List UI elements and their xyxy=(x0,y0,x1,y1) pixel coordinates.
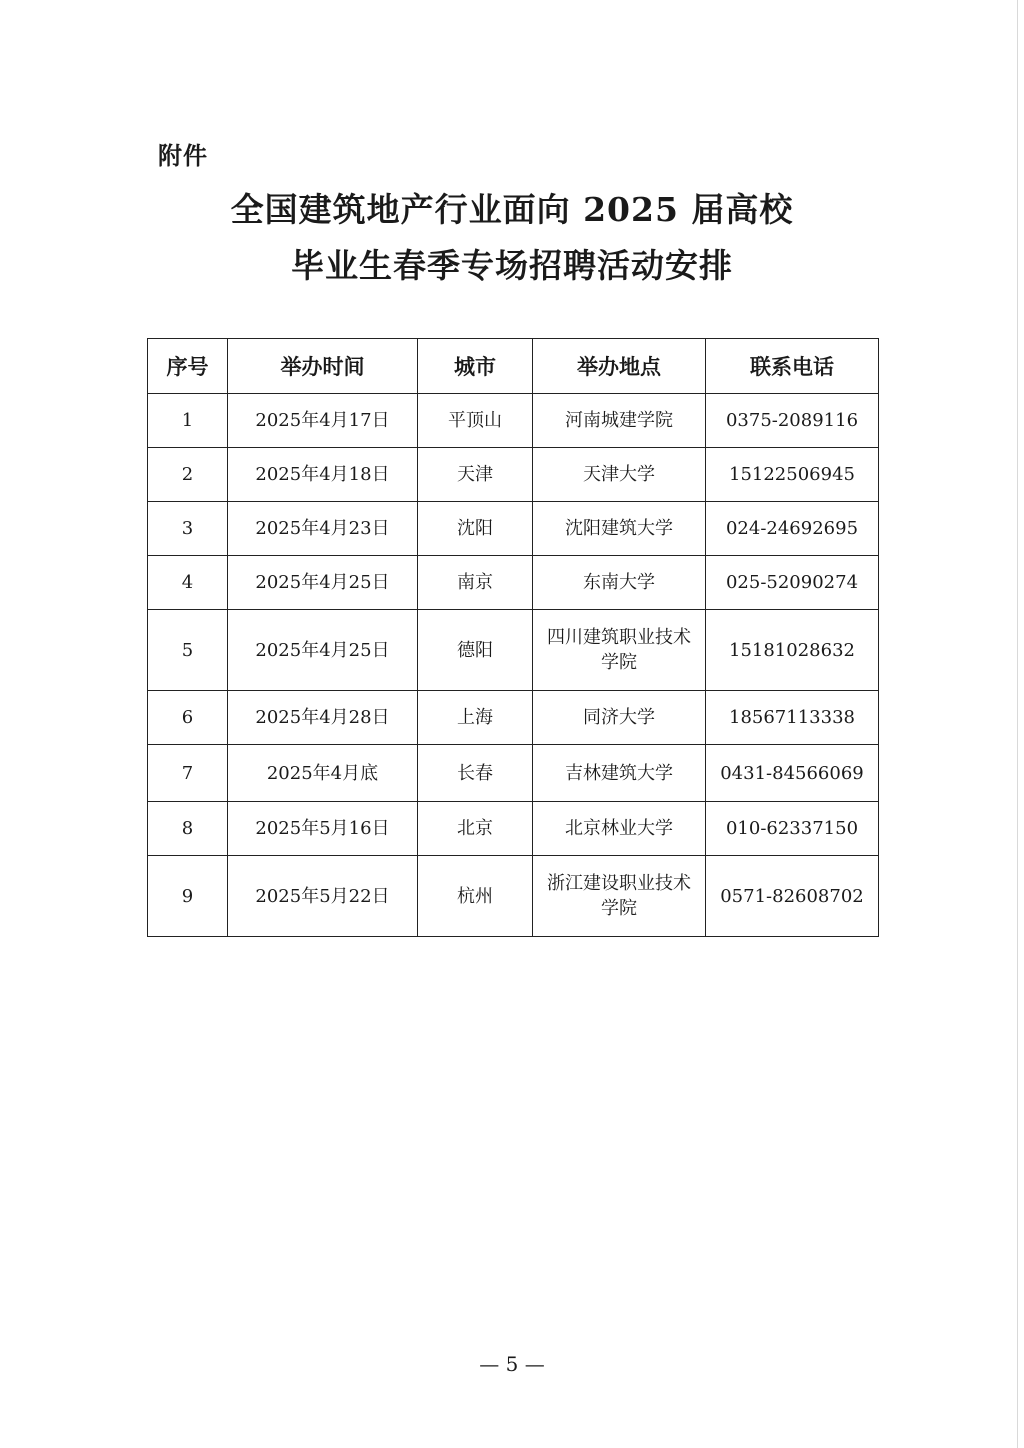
cell-date: 2025年5月22日 xyxy=(228,856,418,937)
cell-index: 1 xyxy=(148,394,228,448)
cell-venue: 河南城建学院 xyxy=(533,394,706,448)
cell-city: 德阳 xyxy=(418,610,533,691)
header-city: 城市 xyxy=(418,339,533,394)
cell-venue: 吉林建筑大学 xyxy=(533,745,706,802)
cell-city: 上海 xyxy=(418,691,533,745)
table-row xyxy=(148,856,879,937)
cell-phone: 18567113338 xyxy=(706,691,879,745)
cell-phone: 024-24692695 xyxy=(706,502,879,556)
cell-venue: 东南大学 xyxy=(533,556,706,610)
cell-index: 9 xyxy=(148,856,228,937)
table-row xyxy=(148,502,879,556)
cell-phone: 0431-84566069 xyxy=(706,745,879,802)
table-row xyxy=(148,394,879,448)
cell-date: 2025年4月25日 xyxy=(228,556,418,610)
cell-date: 2025年5月16日 xyxy=(228,802,418,856)
cell-date: 2025年4月25日 xyxy=(228,610,418,691)
cell-date: 2025年4月17日 xyxy=(228,394,418,448)
header-index: 序号 xyxy=(148,339,228,394)
cell-venue: 四川建筑职业技术学院 xyxy=(533,610,706,691)
cell-phone: 010-62337150 xyxy=(706,802,879,856)
cell-city: 长春 xyxy=(418,745,533,802)
cell-index: 5 xyxy=(148,610,228,691)
document-title-line-1: 全国建筑地产行业面向 2025 届高校 xyxy=(230,190,794,229)
table-row xyxy=(148,610,879,691)
table-row xyxy=(148,691,879,745)
header-venue: 举办地点 xyxy=(533,339,706,394)
cell-date: 2025年4月23日 xyxy=(228,502,418,556)
cell-venue: 天津大学 xyxy=(533,448,706,502)
cell-index: 7 xyxy=(148,745,228,802)
cell-venue: 同济大学 xyxy=(533,691,706,745)
cell-index: 4 xyxy=(148,556,228,610)
document-title-line-2: 毕业生春季专场招聘活动安排 xyxy=(291,246,733,285)
cell-venue: 浙江建设职业技术学院 xyxy=(533,856,706,937)
cell-index: 8 xyxy=(148,802,228,856)
cell-city: 天津 xyxy=(418,448,533,502)
cell-city: 杭州 xyxy=(418,856,533,937)
cell-city: 南京 xyxy=(418,556,533,610)
cell-venue: 北京林业大学 xyxy=(533,802,706,856)
cell-phone: 025-52090274 xyxy=(706,556,879,610)
table-row xyxy=(148,556,879,610)
cell-phone: 0375-2089116 xyxy=(706,394,879,448)
cell-phone: 15122506945 xyxy=(706,448,879,502)
table-row xyxy=(148,448,879,502)
cell-index: 2 xyxy=(148,448,228,502)
table-header-row xyxy=(148,339,879,394)
cell-city: 沈阳 xyxy=(418,502,533,556)
cell-city: 平顶山 xyxy=(418,394,533,448)
header-date: 举办时间 xyxy=(228,339,418,394)
page-number: — 5 — xyxy=(479,1352,545,1376)
cell-phone: 0571-82608702 xyxy=(706,856,879,937)
cell-date: 2025年4月18日 xyxy=(228,448,418,502)
table-row xyxy=(148,745,879,802)
table-row xyxy=(148,802,879,856)
recruitment-schedule-table xyxy=(147,338,879,937)
cell-date: 2025年4月28日 xyxy=(228,691,418,745)
cell-index: 6 xyxy=(148,691,228,745)
cell-phone: 15181028632 xyxy=(706,610,879,691)
header-phone: 联系电话 xyxy=(706,339,879,394)
attachment-label: 附件 xyxy=(158,142,208,170)
cell-index: 3 xyxy=(148,502,228,556)
cell-city: 北京 xyxy=(418,802,533,856)
cell-venue: 沈阳建筑大学 xyxy=(533,502,706,556)
cell-date: 2025年4月底 xyxy=(228,745,418,802)
